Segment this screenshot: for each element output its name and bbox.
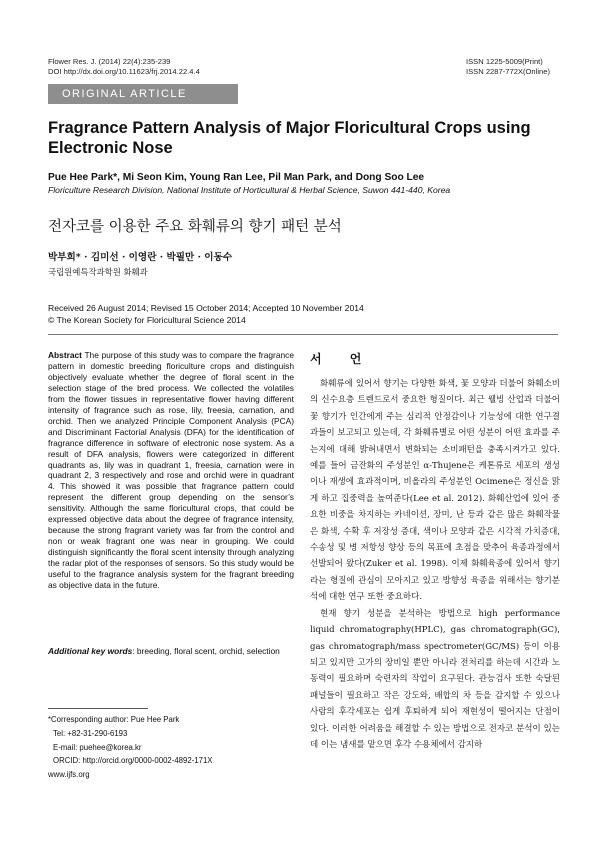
abstract-text: The purpose of this study was to compare the fragrance pattern in domestic breeding floriculture crops and distinguish objectively evaluate whether the degree of floral scent in the selection stage of the bred process. We collected the volatiles from the flower tissues in representative flower having different intensity of fragrance such as rose, lily, freesia, carnation, and orchid. Then we analyzed Principle Component Analysis (PCA) and Discriminant Factorial Analysis (DFA) for the identification of fragrance difference in software of electronic nose system. As a result of DFA analysis, flowers were categorized in different quadrants as, lily was in quadrant 1, freesia, carnation were in quadrant 2, 3 respectively and rose and orchid were in quadrant 4. This showed it was possible that fragrance pattern could represent the different group depending on the sensor’s sensitivity. Although the same floricultural crops, that could be expressed objective data about the degree of fragrance intensity, because the strong fragrant variety was far from the control and non or weak fragrant one was near in grouping. We could distinguish significantly the floral scent intensity through analyzing the radar plot of the responses of sensors. So this study would be useful to the fragrance analysis system for the fragrant breeding as objective data in the future. — [48, 350, 294, 591]
intro-paragraph-2: 현재 향기 성분을 분석하는 방법으로 high performance liquid chromatography(HPLC), gas chromatograph(GC), gas chromatograph/mass spectrometer(GC/MS) 등이 이용되고 있지만 고가의 장비일 뿐만 아니라 전처리를 하는데 시간과 노동력이 필요하며 숙련자의 작업이 요구된다. 관능검사 또한 숙달된 패널들이 필요하고 작은 강도와, 배합의 차 등을 감지할 수 있으나 사람의 후각세포는 쉽게 후퇴하게 되어 재현성이 떨어지는 단점이 있다. 이러한 어려움을 해결할 수 있는 방법으로 전자코 분석이 있는데 이는 냄새를 맡으면 후각 수용체에서 감지하 — [310, 608, 560, 750]
corresponding-author: *Corresponding author: Pue Hee Park — [48, 715, 180, 724]
keywords-block — [48, 646, 294, 657]
abstract-label: Abstract — [48, 350, 82, 360]
intro-paragraph-1: 화훼류에 있어서 향기는 다양한 화색, 꽃 모양과 더불어 화훼소비의 신수요층 트렌드로서 중요한 형질이다. 최근 웰빙 산업과 더불어 꽃 향기가 인간에게 주는 심리적 안정감이나 기능성에 대한 연구결과들이 보고되고 있는데, 각 화훼류별로 어떤 성분이 어떤 효과를 주는지에 대해 밝혀내면서 변화되는 소비패턴을 충족시켜가고 있다. 예를 들어 금잔화의 주성분인 α-Thujene은 케톤류로 세포의 생성이나 재생에 효과적이며, 비올라의 주성분인 Ocimene은 정신을 맑게 하고 집중력을 높여준다(Lee et al. 2012). 화훼산업에 있어 중요한 비중을 차지하는 카네이션, 장미, 난 등과 같은 많은 화훼작물은 화색, 수확 후 저장성 증대, 색이나 모양과 같은 시각적 가치증대, 수송성 및 병 저항성 향상 등의 목표에 초점을 맞추어 육종과정에서 선발되어 왔다(Zuker et al. 1998). 이제 화훼육종에 있어서 향기라는 형질에 관심이 모아지고 있고 방향성 육종을 위해서는 향기분석에 대한 연구 또한 중요하다. — [310, 379, 560, 603]
korean-author-list: 박부희* · 김미선 · 이영란 · 박필만 · 이동수 — [48, 252, 233, 263]
journal-citation: Flower Res. J. (2014) 22(4):235-239 — [48, 57, 171, 66]
introduction-body — [310, 376, 560, 753]
author-list: Pue Hee Park*, Mi Seon Kim, Young Ran Lee, Pil Man Park, and Dong Soo Lee — [48, 172, 425, 183]
footnote-divider — [48, 708, 148, 709]
received-revised-accepted: Received 26 August 2014; Revised 15 October 2014; Accepted 10 November 2014 — [48, 303, 364, 313]
email-link[interactable]: E-mail: puehee@korea.kr — [53, 742, 142, 752]
keywords-text: : breeding, floral scent, orchid, selection — [132, 646, 280, 656]
abstract-block — [48, 350, 294, 591]
article-type-banner: ORIGINAL ARTICLE — [48, 84, 238, 104]
telephone: Tel: +82-31-290-6193 — [53, 728, 128, 738]
doi-link[interactable]: DOI http://dx.doi.org/10.11623/frj.2014.22.4.4 — [48, 67, 200, 76]
copyright-notice: © The Korean Society for Floricultural Science 2014 — [48, 315, 246, 325]
issn-print: ISSN 1225-5009(Print) — [466, 57, 543, 66]
section-divider — [48, 334, 558, 335]
journal-site-link[interactable]: www.ijfs.org — [48, 770, 90, 780]
section-heading-introduction: 서 언 — [310, 352, 374, 366]
keywords-label: Additional key words — [48, 646, 133, 656]
issn-online: ISSN 2287-772X(Online) — [466, 67, 550, 76]
orcid-link[interactable]: ORCID: http://orcid.org/0000-0002-4892-171X — [53, 756, 213, 766]
article-dates — [48, 302, 364, 326]
korean-title: 전자코를 이용한 주요 화훼류의 향기 패턴 분석 — [48, 219, 342, 235]
affiliation: Floriculture Research Division, National Institute of Horticultural & Herbal Science, Suwon 441-440, Korea — [48, 185, 451, 195]
korean-affiliation: 국립원예특작과학원 화훼과 — [48, 267, 148, 277]
article-title: Fragrance Pattern Analysis of Major Floricultural Crops using Electronic Nose — [48, 119, 531, 157]
footnote-block — [48, 713, 213, 782]
